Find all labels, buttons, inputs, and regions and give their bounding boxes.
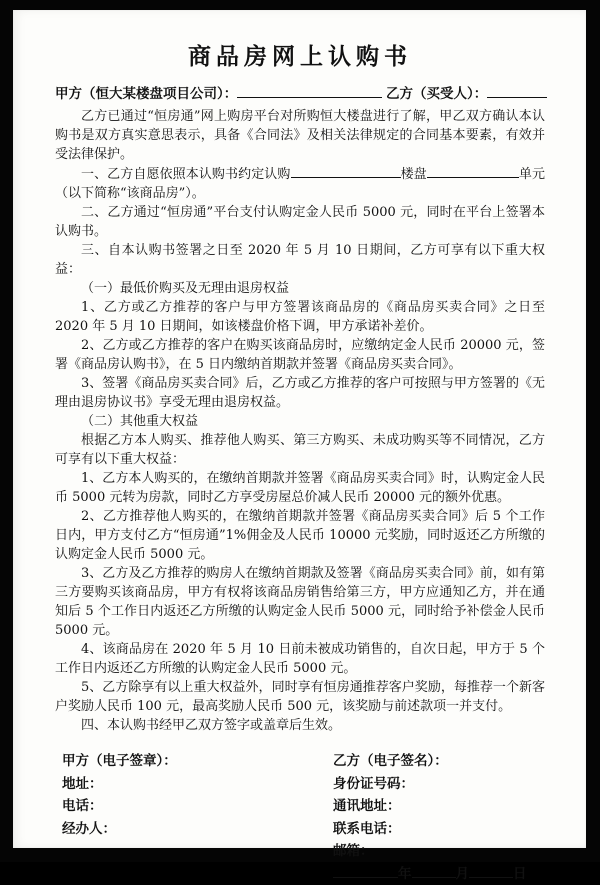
section-2-item-4: 4、该商品房在 2020 年 5 月 10 日前未被成功销售的，自次日起，甲方于 5 个工作日内返还乙方所缴的认购定金人民币 5000 元。: [55, 640, 545, 678]
party-b-signature-block: [333, 750, 545, 885]
party-b-label: 乙方（买受人）：: [386, 86, 487, 101]
party-b-sign-label: 乙方（电子签名）：: [333, 750, 545, 773]
party-a-signature-block: [55, 750, 333, 885]
party-a-blank-field[interactable]: [237, 84, 382, 98]
clause-1-mid: 楼盘: [401, 167, 427, 182]
day-unit-label: 日: [513, 866, 527, 881]
day-blank-field[interactable]: [469, 864, 513, 878]
clause-1-paragraph: [55, 164, 545, 203]
signature-section: [55, 750, 545, 885]
clause-1-post: 单元（以下简称“该商品房”）。: [55, 167, 545, 201]
section-1-heading: （一）最低价购买及无理由退房权益: [55, 279, 545, 298]
section-1-item-2: 2、乙方或乙方推荐的客户在购买该商品房时，应缴纳定金人民币 20000 元，签署《商品房认购书》，在 5 日内缴纳首期款并签署《商品房买卖合同》。: [55, 336, 545, 374]
party-a-seal-label: 甲方（电子签章）：: [62, 750, 333, 773]
section-2-intro: 根据乙方本人购买、推荐他人购买、第三方购买、未成功购买等不同情况，乙方可享有以下重大权益：: [55, 431, 545, 469]
clause-3-paragraph: 三、自本认购书签署之日至 2020 年 5 月 10 日期间，乙方可享有以下重大权益：: [55, 241, 545, 279]
party-b-blank-field[interactable]: [487, 84, 547, 98]
party-a-phone-label: 电话：: [62, 795, 333, 818]
party-a-label: 甲方（恒大某楼盘项目公司）：: [55, 86, 237, 101]
date-line: [333, 863, 545, 885]
month-blank-field[interactable]: [412, 864, 456, 878]
section-1-item-3: 3、签署《商品房买卖合同》后，乙方或乙方推荐的客户可按照与甲方签署的《无理由退房协议书》享受无理由退房权益。: [55, 374, 545, 412]
party-b-address-label: 通讯地址：: [333, 795, 545, 818]
section-2-item-3: 3、乙方及乙方推荐的购房人在缴纳首期款及签署《商品房买卖合同》前，如有第三方要购买该商品房，甲方有权将该商品房销售给第三方，甲方应通知乙方，并在通知后 5 个工作日内返还乙方所缴的认购定金人民币 5000 元，同时给予补偿金人民币 5000 元。: [55, 564, 545, 640]
clause-2-paragraph: 二、乙方通过“恒房通”平台支付认购定金人民币 5000 元，同时在平台上签署本认购书。: [55, 203, 545, 241]
clause-4-paragraph: 四、本认购书经甲乙双方签字或盖章后生效。: [55, 716, 545, 735]
unit-blank-field[interactable]: [427, 164, 519, 178]
party-line: [55, 84, 545, 104]
month-unit-label: 月: [456, 866, 470, 881]
intro-paragraph: 乙方已通过“恒房通”网上购房平台对所购恒大楼盘进行了解，甲乙双方确认本认购书是双方真实意思表示，具备《合同法》及相关法律规定的合同基本要素，有效并受法律保护。: [55, 107, 545, 164]
clause-1-pre: 一、乙方自愿依照本认购书约定认购: [81, 167, 291, 182]
party-b-email-label: 邮箱：: [333, 840, 545, 863]
party-b-phone-label: 联系电话：: [333, 818, 545, 841]
document-title: 商品房网上认购书: [55, 38, 545, 71]
year-unit-label: 年: [398, 866, 412, 881]
party-a-handler-label: 经办人：: [62, 818, 333, 841]
section-2-item-2: 2、乙方推荐他人购买的，在缴纳首期款并签署《商品房买卖合同》后 5 个工作日内，甲方支付乙方“恒房通”1%佣金及人民币 10000 元奖励，同时返还乙方所缴的认购定金人民币 5000 元。: [55, 507, 545, 564]
document-page: [13, 10, 586, 848]
section-1-item-1: 1、乙方或乙方推荐的客户与甲方签署该商品房的《商品房买卖合同》之日至 2020 年 5 月 10 日期间，如该楼盘价格下调，甲方承诺补差价。: [55, 298, 545, 336]
party-a-address-label: 地址：: [62, 773, 333, 796]
section-2-heading: （二）其他重大权益: [55, 412, 545, 431]
party-b-id-label: 身份证号码：: [333, 773, 545, 796]
section-2-item-1: 1、乙方本人购买的，在缴纳首期款并签署《商品房买卖合同》时，认购定金人民币 5000 元转为房款，同时乙方享受房屋总价减人民币 20000 元的额外优惠。: [55, 469, 545, 507]
estate-name-blank-field[interactable]: [291, 164, 401, 178]
year-blank-field[interactable]: [333, 864, 398, 878]
section-2-item-5: 5、乙方除享有以上重大权益外，同时享有恒房通推荐客户奖励，每推荐一个新客户奖励人民币 100 元，最高奖励人民币 500 元，该奖励与前述款项一并支付。: [55, 678, 545, 716]
